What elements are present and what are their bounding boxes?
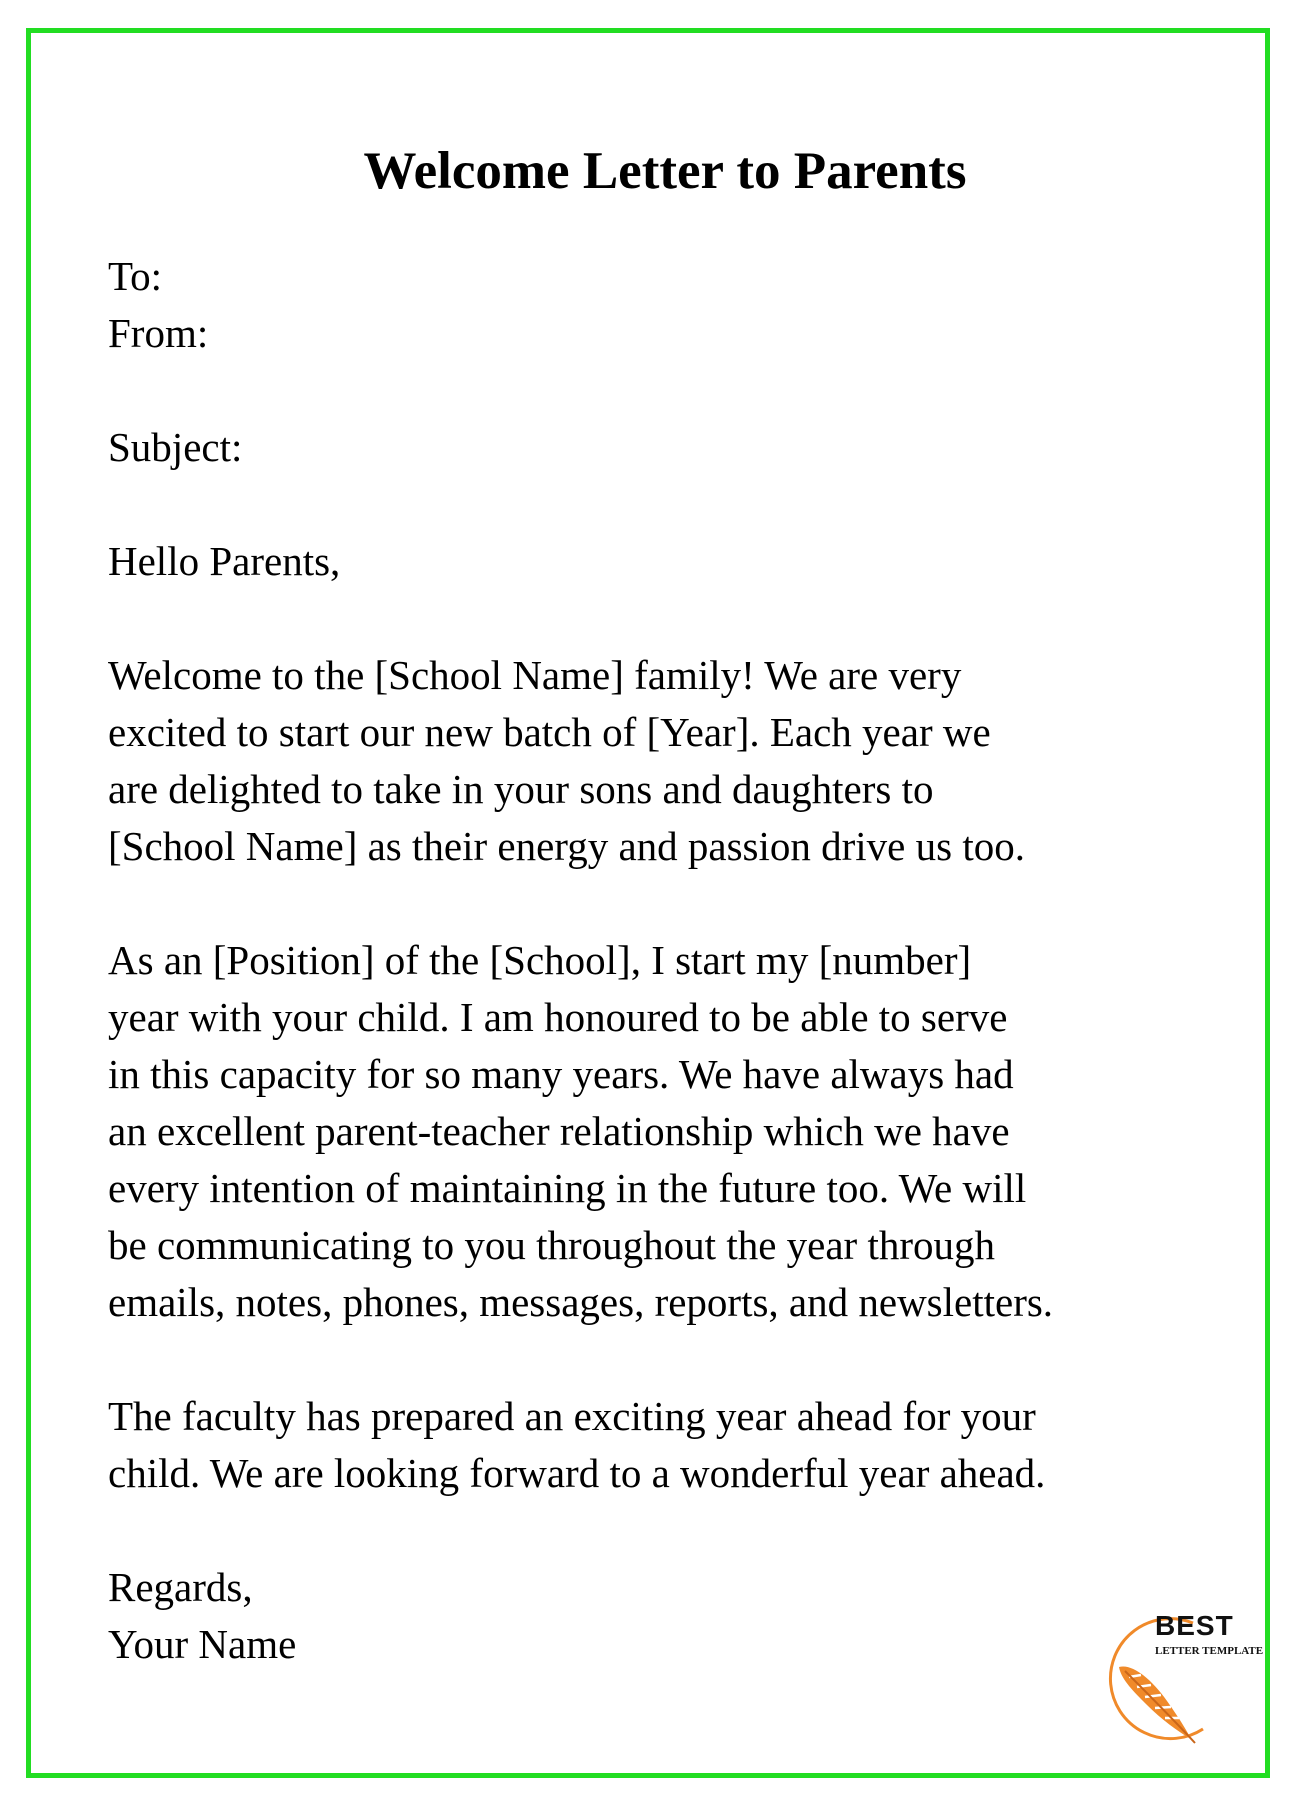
paragraph-line: child. We are looking forward to a wonderful year ahead. <box>108 1450 1046 1496</box>
paragraph-faculty <box>108 1388 1218 1502</box>
paragraph-welcome <box>108 647 1218 875</box>
paragraph-line: [School Name] as their energy and passion drive us too. <box>108 823 1025 869</box>
paragraph-line: As an [Position] of the [School], I start my [number] <box>108 937 972 983</box>
paragraph-line: be communicating to you throughout the year through <box>108 1222 996 1268</box>
spacer <box>108 362 1218 419</box>
paragraph-line: Welcome to the [School Name] family! We are very <box>108 652 962 698</box>
letter-body <box>108 248 1218 1673</box>
paragraph-line: excited to start our new batch of [Year]. Each year we <box>108 709 991 755</box>
paragraph-position <box>108 932 1218 1331</box>
brand-logo <box>1075 1597 1275 1747</box>
logo-brand-text: BEST <box>1155 1610 1234 1641</box>
paragraph-line: every intention of maintaining in the future too. We will <box>108 1165 1027 1211</box>
spacer <box>108 476 1218 533</box>
paragraph-line: The faculty has prepared an exciting year ahead for your <box>108 1393 1036 1439</box>
spacer <box>108 875 1218 932</box>
paragraph-line: year with your child. I am honoured to be able to serve <box>108 994 1008 1040</box>
signature-name: Your Name <box>108 1621 297 1667</box>
to-line: To: <box>108 253 163 299</box>
logo-tagline-text: LETTER TEMPLATE <box>1155 1645 1264 1657</box>
paragraph-line: in this capacity for so many years. We have always had <box>108 1051 1014 1097</box>
subject-line: Subject: <box>108 424 243 470</box>
spacer <box>108 1331 1218 1388</box>
letter-title: Welcome Letter to Parents <box>363 142 967 200</box>
spacer <box>108 590 1218 647</box>
greeting: Hello Parents, <box>108 538 341 584</box>
spacer <box>108 1502 1218 1559</box>
paragraph-line: are delighted to take in your sons and daughters to <box>108 766 934 812</box>
from-line: From: <box>108 310 209 356</box>
paragraph-line: emails, notes, phones, messages, reports, and newsletters. <box>108 1279 1054 1325</box>
paragraph-line: an excellent parent-teacher relationship which we have <box>108 1108 1010 1154</box>
regards-line: Regards, <box>108 1564 253 1610</box>
